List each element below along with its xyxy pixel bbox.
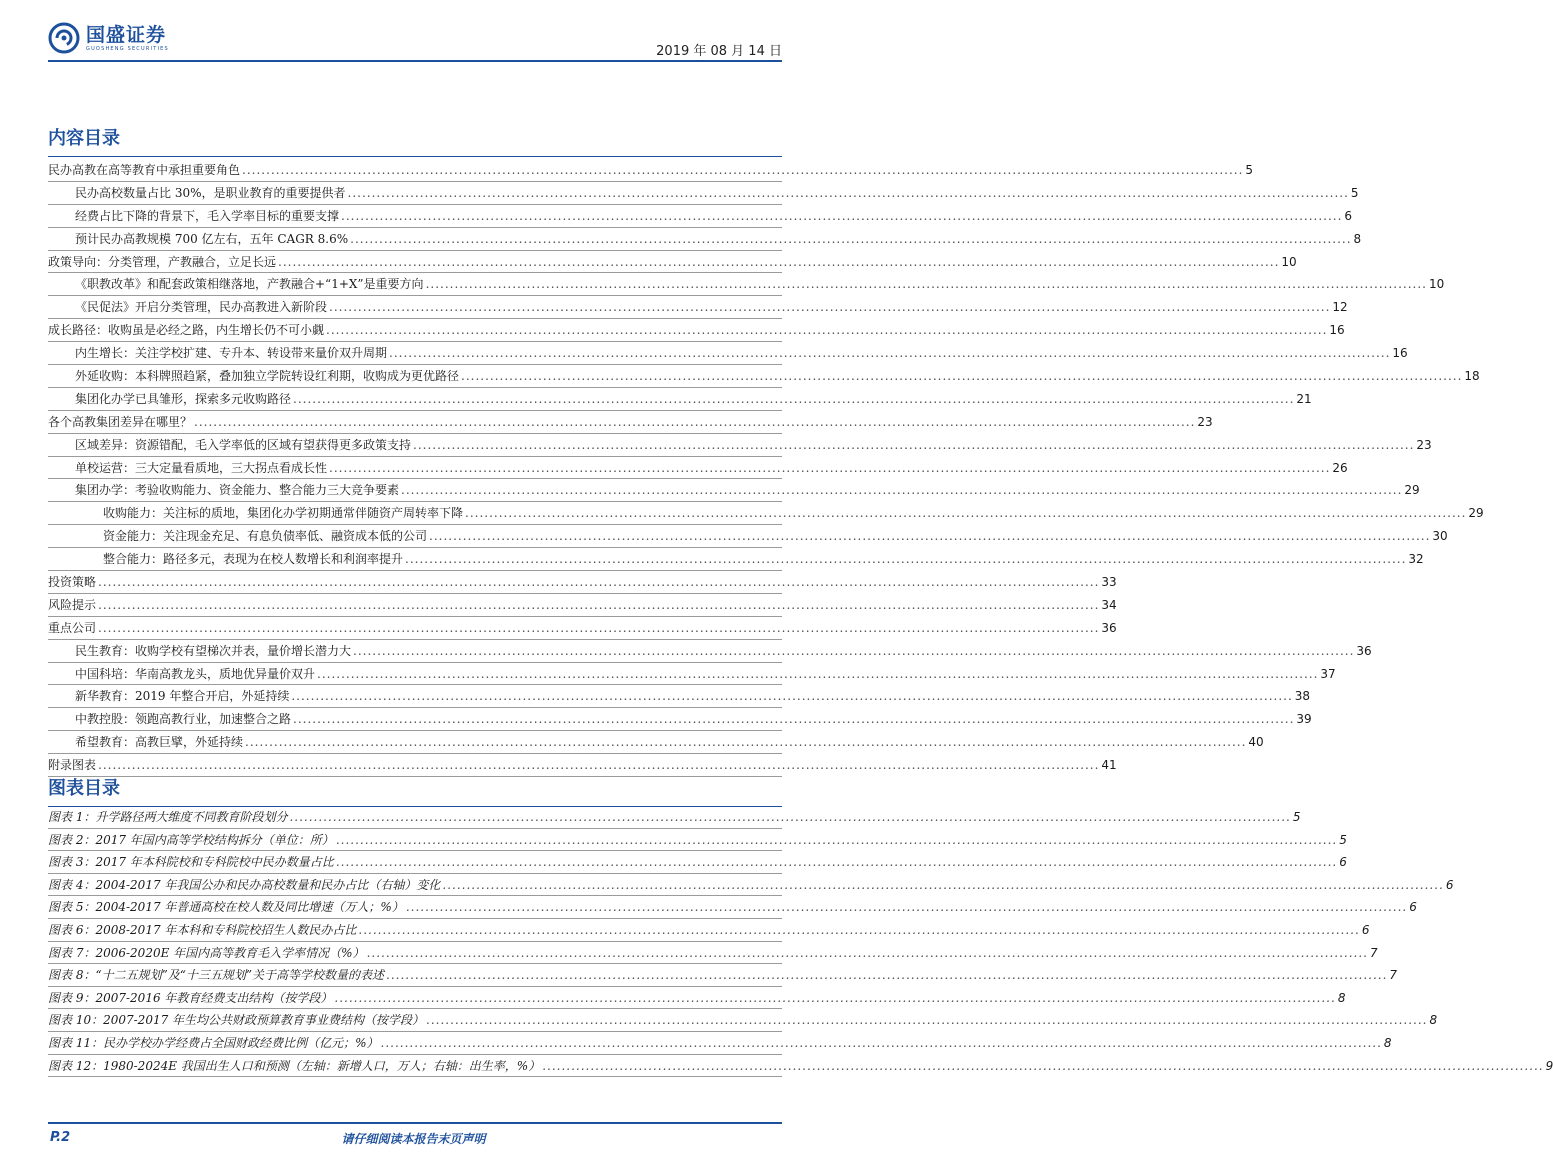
dot-leader: [278, 251, 1279, 274]
footer-divider: [48, 1122, 782, 1124]
figure-entry[interactable]: [48, 964, 1398, 987]
toc-entry-title: 政策导向：分类管理，产教融合，立足长远: [48, 254, 277, 269]
toc-entry-page: 40: [1248, 735, 1264, 750]
figure-entry-title: 图表 4：2004-2017 年我国公办和民办高校数量和民办占比（右轴）变化: [48, 877, 441, 892]
figure-entry[interactable]: [48, 987, 1346, 1010]
disclaimer-note: 请仔细阅读本报告末页声明: [341, 1132, 486, 1146]
dot-leader: [413, 434, 1414, 457]
toc-entry-title: 收购能力：关注标的质地，集团化办学初期通常伴随资产周转率下降: [103, 506, 464, 521]
figure-entry-page: 8: [1337, 990, 1346, 1005]
toc-entry-page: 16: [1329, 323, 1345, 338]
dot-leader: [406, 896, 1407, 919]
toc-entry-title: 外延收购：本科牌照趋紧，叠加独立学院转设红利期，收购成为更优路径: [75, 369, 460, 384]
toc-entry-page: 36: [1101, 620, 1117, 635]
dot-leader: [350, 228, 1351, 251]
toc-entry-title: 《民促法》开启分类管理，民办高教进入新阶段: [75, 300, 328, 315]
toc-entry[interactable]: [48, 388, 1312, 411]
toc-entry[interactable]: [48, 571, 1117, 594]
dot-leader: [336, 851, 1337, 874]
toc-entry-title: 风险提示: [48, 597, 97, 612]
toc-title: 内容目录: [48, 124, 782, 157]
toc-entry-page: 10: [1281, 254, 1297, 269]
toc-entry-page: 29: [1404, 483, 1420, 498]
toc-entry[interactable]: [48, 685, 1311, 708]
report-date: 2019 年 08 月 14 日: [656, 44, 782, 59]
page-header: [48, 22, 782, 60]
dot-leader: [242, 159, 1243, 182]
toc-entry[interactable]: [48, 342, 1408, 365]
toc-entry-title: 单校运营：三大定量看质地，三大拐点看成长性: [75, 460, 328, 475]
figure-entry-page: 5: [1339, 832, 1347, 847]
figure-entry-title: 图表 9：2007-2016 年教育经费支出结构（按学段）: [48, 990, 333, 1005]
figure-entry[interactable]: [48, 1032, 1392, 1055]
toc-entry[interactable]: [48, 548, 1424, 571]
toc-entry[interactable]: [48, 479, 1420, 502]
dot-leader: [289, 806, 1290, 829]
toc-entry[interactable]: [48, 251, 1297, 274]
toc-entry-page: 5: [1245, 163, 1254, 177]
figure-entry-title: 图表 7：2006-2020E 年国内高等教育毛入学率情况（%）: [48, 945, 365, 960]
toc-entry[interactable]: [48, 319, 1345, 342]
toc-entry-title: 各个高教集团差异在哪里？: [48, 414, 193, 429]
dot-leader: [381, 1032, 1382, 1055]
toc-entry-title: 内生增长：关注学校扩建、专升本、转设带来量价双升周期: [75, 346, 388, 361]
toc-entry-page: 6: [1344, 208, 1353, 223]
figure-entry-page: 6: [1339, 855, 1347, 870]
dot-leader: [461, 365, 1462, 388]
dot-leader: [245, 731, 1246, 754]
toc-entry-page: 12: [1332, 300, 1348, 315]
toc-entry-title: 民办高校数量占比 30%，是职业教育的重要提供者: [75, 185, 346, 200]
toc-entry-page: 39: [1296, 712, 1312, 727]
toc-entry[interactable]: [48, 296, 1348, 319]
figure-entry-page: 5: [1292, 810, 1301, 824]
dot-leader: [293, 388, 1294, 411]
figures-title: 图表目录: [48, 774, 782, 807]
dot-leader: [348, 182, 1349, 205]
figure-entry[interactable]: [48, 942, 1378, 965]
contents-list: [48, 159, 1484, 777]
figure-entry[interactable]: [48, 919, 1370, 942]
toc-entry-page: 23: [1197, 414, 1213, 429]
figure-entry[interactable]: [48, 829, 1347, 852]
toc-entry-title: 区域差异：资源错配，毛入学率低的区域有望获得更多政策支持: [75, 437, 412, 452]
toc-entry[interactable]: [48, 525, 1448, 548]
figure-entry-title: 图表 8：“十二五规划”及“十三五规划”关于高等学校数量的表述: [48, 968, 384, 983]
dot-leader: [353, 640, 1354, 663]
toc-entry[interactable]: [48, 434, 1432, 457]
toc-entry-title: 投资策略: [48, 575, 97, 590]
dot-leader: [367, 942, 1368, 965]
toc-entry-title: 集团办学：考验收购能力、资金能力、整合能力三大竞争要素: [75, 483, 400, 498]
dot-leader: [401, 479, 1402, 502]
figure-entry-title: 图表 10：2007-2017 年生均公共财政预算教育事业费结构（按学段）: [48, 1013, 425, 1028]
dot-leader: [98, 617, 1099, 640]
toc-entry-title: 附录图表: [48, 758, 97, 773]
logo-chinese-name: 国盛证券: [86, 23, 167, 46]
toc-entry[interactable]: [48, 182, 1359, 205]
toc-entry-page: 23: [1416, 437, 1432, 452]
figure-entry[interactable]: [48, 896, 1417, 919]
toc-entry-page: 32: [1408, 552, 1424, 567]
figure-entry[interactable]: [48, 874, 1454, 897]
figure-entry-page: 9: [1545, 1058, 1553, 1073]
figure-entry[interactable]: [48, 806, 1301, 829]
figure-entry-title: 图表 3：2017 年本科院校和专科院校中民办数量占比: [48, 855, 334, 870]
toc-entry-title: 预计民办高教规模 700 亿左右，五年 CAGR 8.6%: [75, 231, 349, 246]
figure-entry-title: 图表 12：1980-2024E 我国出生人口和预测（左轴：新增人口，万人；右轴：出生率，%）: [48, 1058, 541, 1073]
toc-entry-title: 重点公司: [48, 620, 97, 635]
toc-entry[interactable]: [48, 731, 1264, 754]
toc-entry-page: 5: [1350, 185, 1359, 200]
toc-entry-page: 18: [1464, 369, 1480, 384]
toc-entry[interactable]: [48, 411, 1213, 434]
figure-entry-page: 8: [1429, 1013, 1438, 1028]
toc-entry[interactable]: [48, 617, 1117, 640]
figure-entry-title: 图表 11：民办学校办学经费占全国财政经费比例（亿元；%）: [48, 1035, 379, 1050]
toc-entry-page: 33: [1101, 575, 1117, 590]
toc-entry-page: 41: [1101, 758, 1117, 773]
toc-entry[interactable]: [48, 457, 1348, 480]
dot-leader: [329, 296, 1330, 319]
figure-entry-title: 图表 6：2008-2017 年本科和专科院校招生人数民办占比: [48, 922, 357, 937]
dot-leader: [329, 457, 1330, 480]
guosheng-logo-icon: [48, 22, 80, 54]
toc-entry[interactable]: [48, 159, 1254, 182]
dot-leader: [293, 708, 1294, 731]
figures-list: [48, 806, 1553, 1077]
toc-entry-page: 21: [1296, 391, 1312, 406]
dot-leader: [291, 685, 1292, 708]
dot-leader: [465, 502, 1466, 525]
dot-leader: [336, 829, 1337, 852]
dot-leader: [405, 548, 1406, 571]
toc-entry-title: 集团化办学已具雏形，探索多元收购路径: [75, 391, 292, 406]
toc-entry-page: 16: [1392, 346, 1408, 361]
toc-entry[interactable]: [48, 663, 1336, 686]
toc-entry-page: 10: [1428, 277, 1445, 292]
toc-entry-title: 《职教改革》和配套政策相继落地，产教融合+“1+X”是重要方向: [75, 277, 424, 292]
figure-entry-page: 8: [1383, 1035, 1392, 1050]
dot-leader: [426, 273, 1427, 296]
toc-entry-title: 成长路径：收购虽是必经之路，内生增长仍不可小觑: [48, 323, 325, 338]
dot-leader: [194, 411, 1195, 434]
dot-leader: [334, 987, 1335, 1010]
toc-entry[interactable]: [48, 205, 1353, 228]
toc-entry-page: 26: [1332, 460, 1348, 475]
logo-english-name: GUOSHENG SECURITIES: [86, 45, 169, 52]
dot-leader: [426, 1009, 1427, 1032]
toc-entry[interactable]: [48, 708, 1312, 731]
toc-entry-title: 中教控股：领跑高教行业，加速整合之路: [75, 712, 292, 727]
toc-entry-page: 30: [1432, 529, 1448, 544]
toc-entry[interactable]: [48, 365, 1480, 388]
figure-entry-page: 6: [1409, 900, 1417, 915]
toc-entry-page: 36: [1356, 643, 1372, 658]
toc-entry-page: 34: [1101, 597, 1117, 612]
figure-entry-title: 图表 1：升学路径两大维度不同教育阶段划分: [48, 810, 288, 824]
dot-leader: [389, 342, 1390, 365]
toc-entry[interactable]: [48, 273, 1445, 296]
toc-entry-title: 民生教育：收购学校有望梯次并表，量价增长潜力大: [75, 643, 352, 658]
toc-entry-page: 38: [1294, 689, 1311, 704]
header-divider: [48, 60, 782, 62]
dot-leader: [98, 594, 1099, 617]
dot-leader: [386, 964, 1387, 987]
dot-leader: [542, 1055, 1543, 1078]
dot-leader: [98, 571, 1099, 594]
figure-entry-page: 7: [1389, 968, 1398, 983]
dot-leader: [429, 525, 1430, 548]
toc-entry-page: 8: [1353, 231, 1362, 246]
dot-leader: [358, 919, 1359, 942]
dot-leader: [442, 874, 1443, 897]
dot-leader: [326, 319, 1327, 342]
toc-entry[interactable]: [48, 640, 1372, 663]
page-number: P.2: [50, 1130, 71, 1145]
toc-entry[interactable]: [48, 228, 1362, 251]
toc-entry-page: 37: [1320, 666, 1336, 681]
toc-entry-title: 整合能力：路径多元，表现为在校人数增长和利润率提升: [103, 552, 404, 567]
toc-entry[interactable]: [48, 502, 1484, 525]
figure-entry[interactable]: [48, 1055, 1553, 1078]
dot-leader: [317, 663, 1318, 686]
toc-entry-title: 中国科培：华南高教龙头，质地优异量价双升: [75, 666, 316, 681]
toc-entry-page: 29: [1468, 506, 1484, 521]
figure-entry-title: 图表 2：2017 年国内高等学校结构拆分（单位：所）: [48, 832, 334, 847]
figure-entry-page: 6: [1445, 877, 1454, 892]
company-logo: [48, 22, 169, 54]
toc-entry-title: 新华教育：2019 年整合开启，外延持续: [75, 689, 290, 704]
toc-entry-title: 经费占比下降的背景下，毛入学率目标的重要支撑: [75, 208, 340, 223]
figure-entry[interactable]: [48, 1009, 1438, 1032]
dot-leader: [341, 205, 1342, 228]
figure-entry-page: 7: [1369, 945, 1378, 960]
toc-entry[interactable]: [48, 594, 1117, 617]
toc-entry-title: 资金能力：关注现金充足、有息负债率低、融资成本低的公司: [103, 529, 428, 544]
toc-entry-title: 希望教育：高教巨擘，外延持续: [75, 735, 244, 750]
figure-entry-page: 6: [1361, 922, 1370, 937]
figure-entry[interactable]: [48, 851, 1347, 874]
figure-entry-title: 图表 5：2004-2017 年普通高校在校人数及同比增速（万人；%）: [48, 900, 404, 915]
toc-entry-title: 民办高教在高等教育中承担重要角色: [48, 163, 241, 177]
